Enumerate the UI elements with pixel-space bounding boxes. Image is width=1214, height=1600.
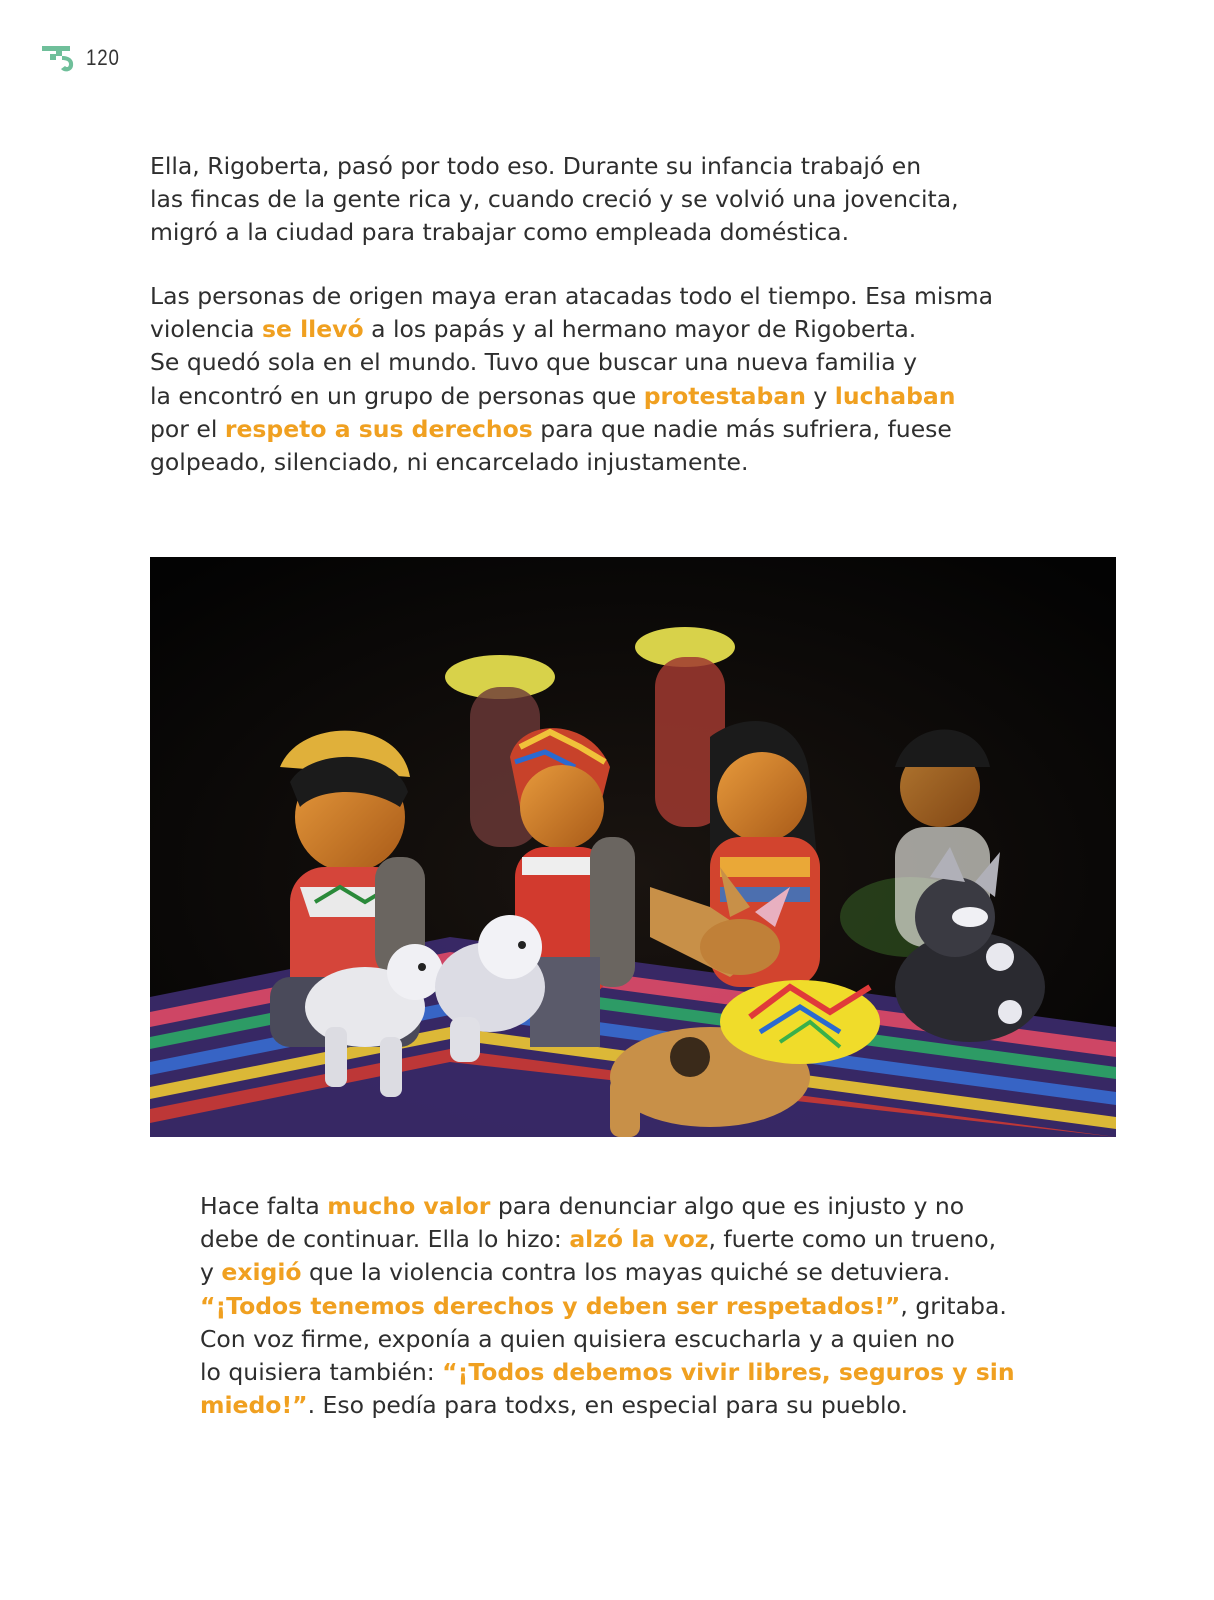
text-line: Las personas de origen maya eran atacadas todo el tiempo. Esa misma <box>150 282 993 310</box>
text-line <box>200 1290 1015 1323</box>
text-line: golpeado, silenciado, ni encarcelado injustamente. <box>150 448 749 477</box>
text-line <box>200 1256 1015 1289</box>
text-segment: violencia <box>150 315 263 344</box>
highlight-text: exigió <box>221 1258 302 1287</box>
highlight-text: se llevó <box>262 315 364 344</box>
text-line: Con voz firme, exponía a quien quisiera escucharla y a quien no <box>200 1324 955 1353</box>
highlight-text: respeto a sus derechos <box>224 414 533 443</box>
text-segment: , fuerte como un trueno, <box>708 1225 997 1254</box>
text-line <box>150 313 993 346</box>
highlight-text: “¡Todos debemos vivir libres, seguros y sin <box>442 1358 1015 1387</box>
text-segment: Hace falta <box>200 1192 328 1220</box>
paragraph-2 <box>150 280 993 479</box>
text-line <box>200 1223 1015 1256</box>
text-line: Se quedó sola en el mundo. Tuvo que buscar una nueva familia y <box>150 348 917 377</box>
figurines-photo <box>150 557 1116 1137</box>
highlight-text: “¡Todos tenemos derechos y deben ser respetados!” <box>200 1291 901 1320</box>
paragraph-1 <box>150 150 959 250</box>
text-segment: , gritaba. <box>900 1291 1007 1320</box>
paragraph-3 <box>200 1190 1015 1422</box>
highlight-text: miedo!” <box>200 1391 308 1420</box>
text-line <box>150 413 993 446</box>
text-segment: y <box>200 1258 222 1287</box>
highlight-text: luchaban <box>834 381 956 410</box>
text-segment: lo quisiera también: <box>200 1358 443 1387</box>
text-segment: para que nadie más sufriera, fuese <box>532 414 952 443</box>
page-number: 120 <box>86 45 120 70</box>
text-line <box>200 1389 1015 1422</box>
text-line <box>200 1356 1015 1389</box>
text-segment: . Eso pedía para todxs, en especial para su pueblo. <box>307 1391 908 1420</box>
page-header <box>40 42 126 74</box>
text-segment: la encontró en un grupo de personas que <box>150 381 644 410</box>
text-segment: a los papás y al hermano mayor de Rigoberta. <box>363 315 917 344</box>
text-segment: para denunciar algo que es injusto y no <box>490 1192 965 1220</box>
text-line: Ella, Rigoberta, pasó por todo eso. Durante su infancia trabajó en <box>150 152 922 180</box>
text-line: migró a la ciudad para trabajar como empleada doméstica. <box>150 218 850 247</box>
highlight-text: protestaban <box>643 381 806 410</box>
text-segment: debe de continuar. Ella lo hizo: <box>200 1225 570 1254</box>
text-segment: y <box>805 381 835 410</box>
chakana-logo-icon <box>40 42 78 74</box>
text-line <box>200 1190 1015 1223</box>
highlight-text: mucho valor <box>327 1192 491 1220</box>
text-segment: que la violencia contra los mayas quiché se detuviera. <box>301 1258 951 1287</box>
highlight-text: alzó la voz <box>569 1225 709 1254</box>
text-line <box>150 380 993 413</box>
text-segment: por el <box>150 414 225 443</box>
text-line: las fincas de la gente rica y, cuando creció y se volvió una jovencita, <box>150 185 959 214</box>
